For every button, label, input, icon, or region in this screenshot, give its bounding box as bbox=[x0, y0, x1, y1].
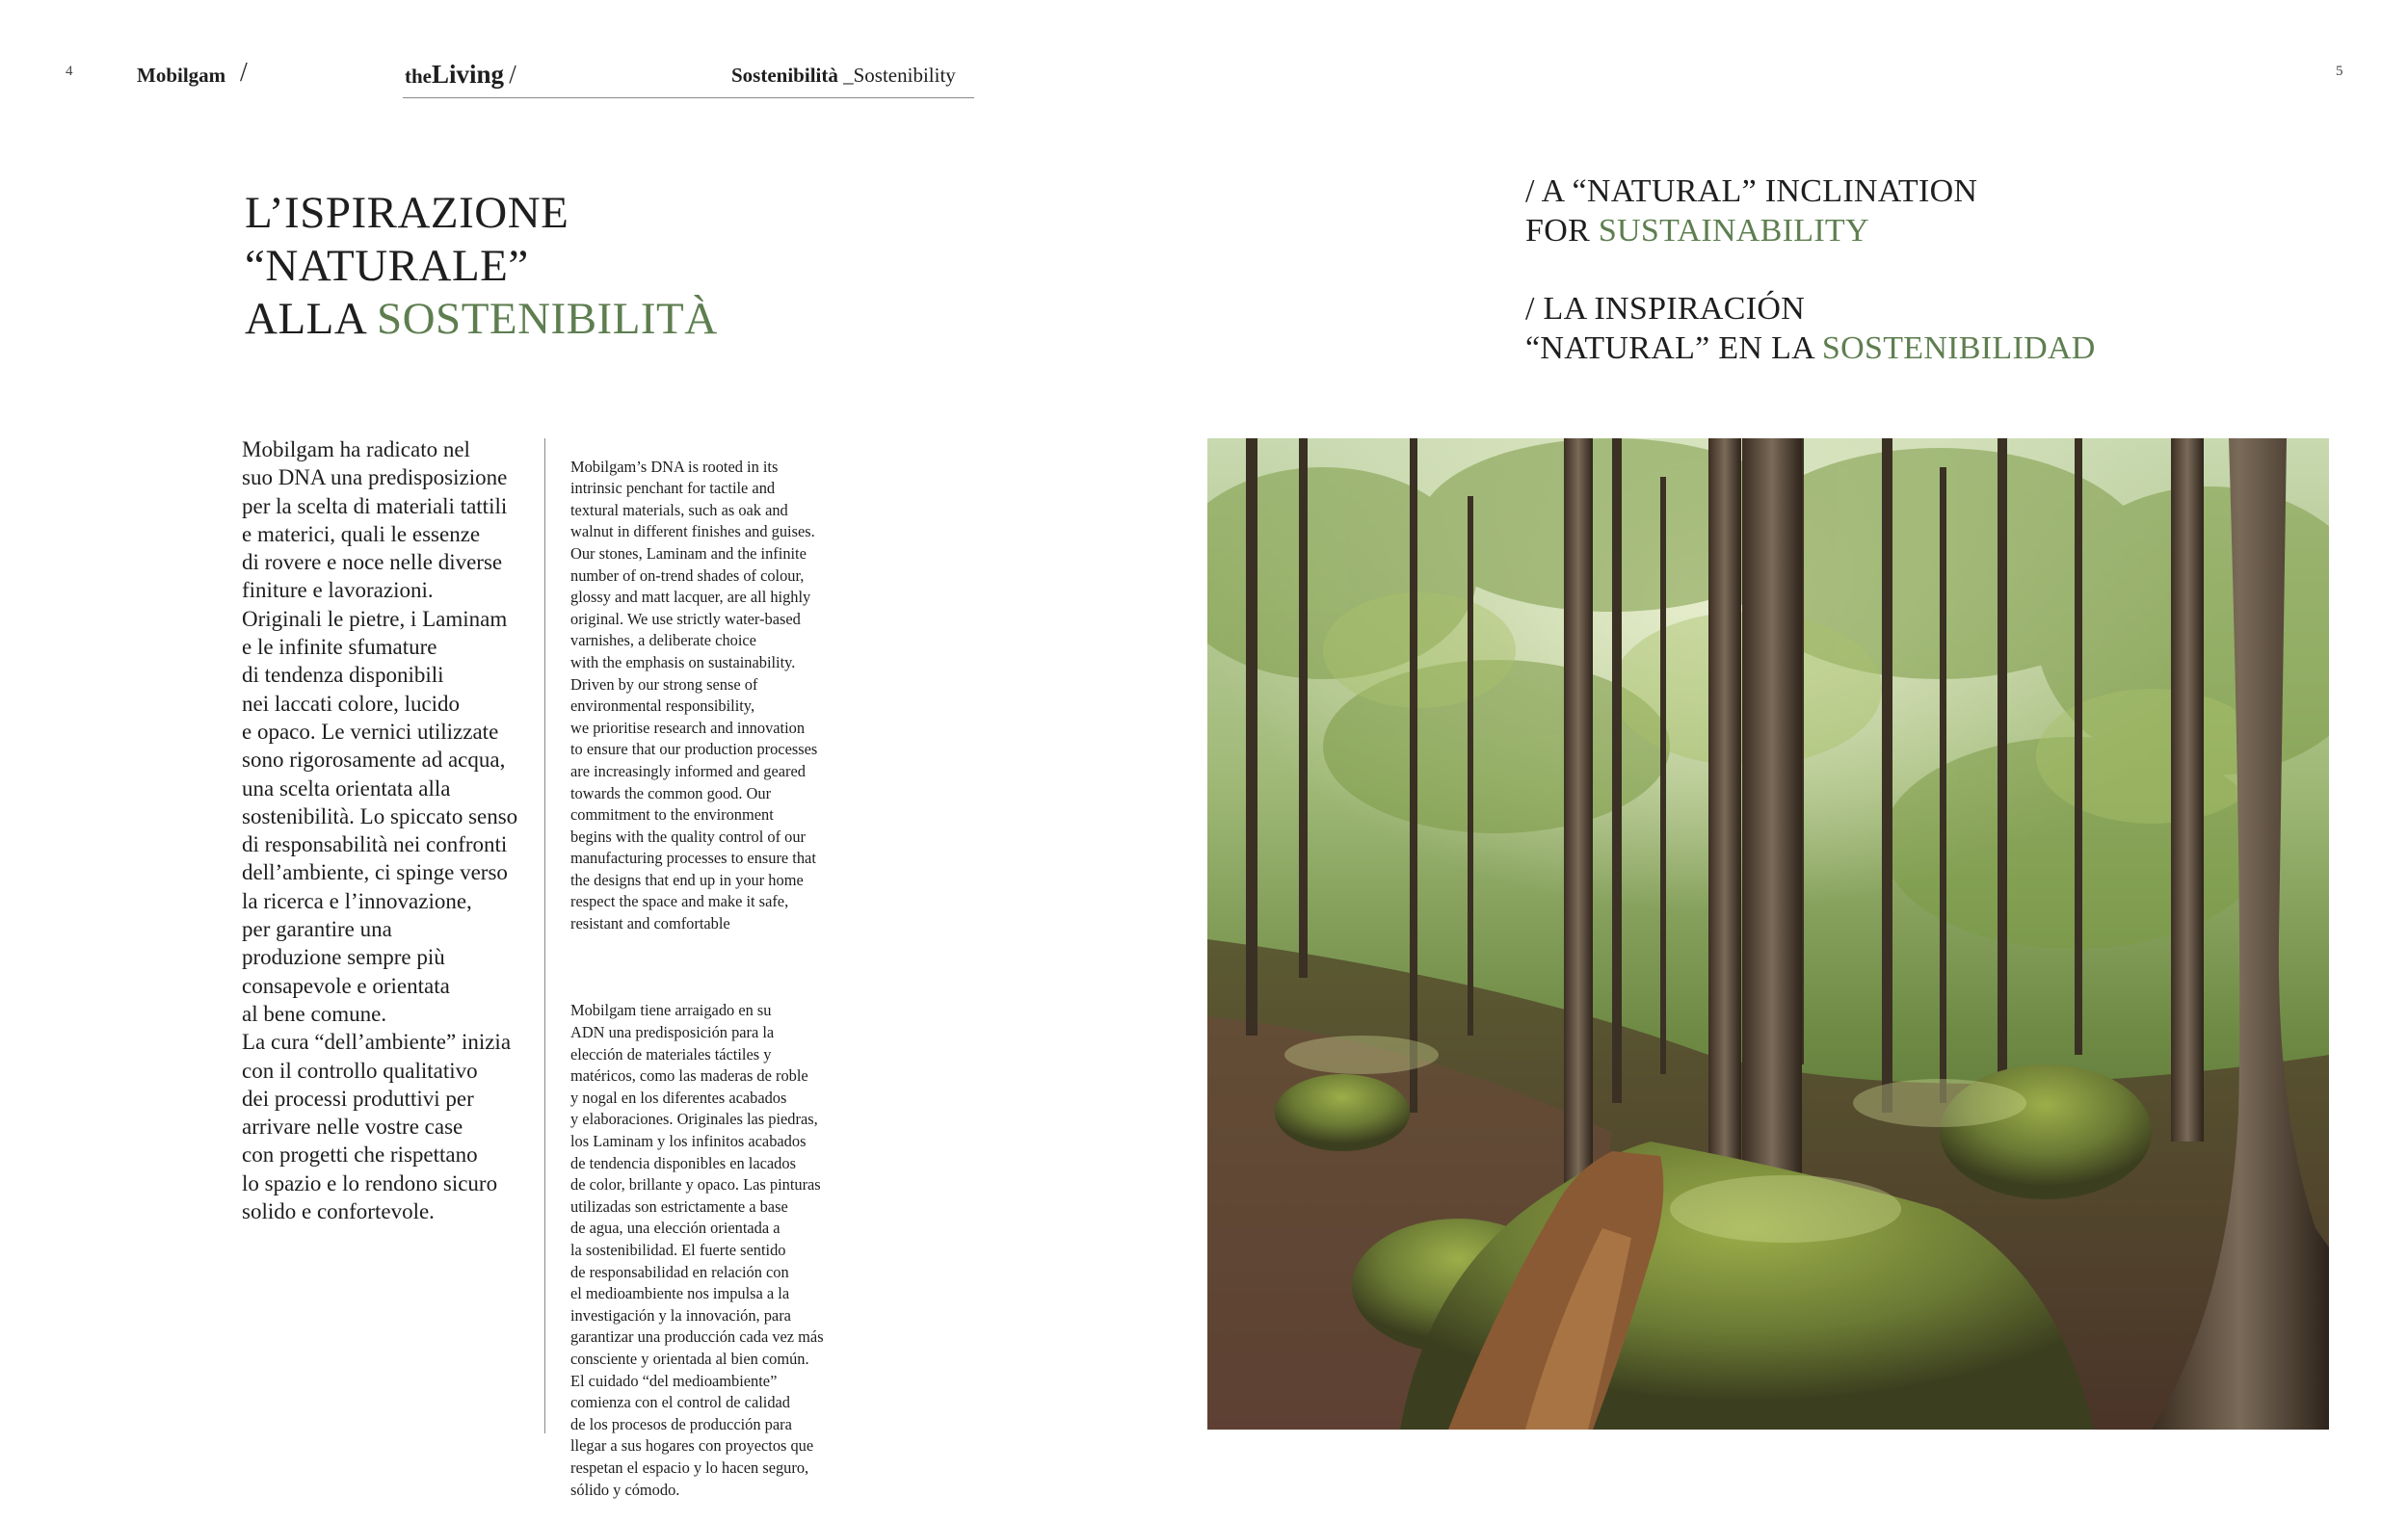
title-es-line1: / LA INSPIRACIÓN bbox=[1525, 291, 1806, 327]
title-en-accent: SUSTAINABILITY bbox=[1598, 213, 1869, 249]
header-brand: Mobilgam bbox=[137, 64, 226, 87]
title-es-accent: SOSTENIBILIDAD bbox=[1821, 330, 2096, 366]
body-text-en-es bbox=[570, 434, 869, 1523]
title-it-line3-plain: ALLA bbox=[245, 294, 377, 344]
title-it-accent: SOSTENIBILITÀ bbox=[376, 294, 718, 344]
body-text-italian: Mobilgam ha radicato nel suo DNA una predisposizione per la scelta di materiali tattili e materici, quali le essenze di rovere e noce nelle diverse finiture e lavorazioni. Originali le pietre, i Laminam e le infinite sfumature di tendenza disponibili nei laccati colore, lucido e opaco. Le vernici utilizzate sono rigorosamente ad acqua, una scelta orientata alla sostenibilità. Lo spiccato senso di responsabilità nei confronti dell’ambiente, ci spinge verso la ricerca e l’innovazione, per garantire una produzione sempre più consapevole e orientata al bene comune. La cura “dell’ambiente” inizia con il controllo qualitativo dei processi produttivi per arrivare nelle vostre case con progetti che rispettano lo spazio e lo rendono sicuro solido e confortevole. bbox=[242, 437, 518, 1224]
title-it-line3 bbox=[245, 293, 718, 346]
title-it-line1: L’ISPIRAZIONE bbox=[245, 188, 569, 238]
header-section bbox=[731, 64, 956, 88]
column-divider bbox=[544, 438, 545, 1433]
page-number-left: 4 bbox=[66, 64, 73, 79]
header-brand-slash: / bbox=[240, 58, 248, 88]
header-magazine bbox=[405, 60, 516, 90]
header-section-en: _Sostenibility bbox=[843, 64, 956, 87]
title-en-line2 bbox=[1525, 211, 2096, 250]
body-text-spanish: Mobilgam tiene arraigado en su ADN una predisposición para la elección de materiales táctiles y matéricos, como las maderas de roble y nogal en los diferentes acabados y elaboraciones. Originales las piedras, los Laminam y los infinitos acabados de tendencia disponibles en lacados de color, brillante y opaco. Las pinturas utilizadas son estrictamente a base de agua, una elección orientada a la sostenibilidad. El fuerte sentido de responsabilidad en relación con el medioambiente nos impulsa a la investigación y la innovación, para garantizar una producción cada vez más consciente y orientada al bien común. El cuidado “del medioambiente” comienza con el control de calidad de los procesos de producción para llegar a sus hogares con proyectos que respetan el espacio y lo hacen seguro, sólido y cómodo. bbox=[570, 1001, 824, 1499]
header-section-it: Sostenibilità bbox=[731, 64, 838, 87]
page-number-right: 5 bbox=[2336, 64, 2343, 79]
header-magazine-prefix: the bbox=[405, 65, 432, 88]
forest-photo bbox=[1207, 438, 2329, 1430]
title-en-line2-plain: FOR bbox=[1525, 213, 1599, 249]
header-magazine-name: Living bbox=[432, 60, 505, 89]
title-italian bbox=[245, 187, 718, 346]
title-es-line2-plain: “NATURAL” EN LA bbox=[1525, 330, 1822, 366]
header-magazine-slash: / bbox=[509, 60, 516, 89]
title-es-line2 bbox=[1525, 328, 2096, 368]
title-english-spanish bbox=[1525, 171, 2096, 368]
header-rule bbox=[403, 97, 974, 98]
title-en-line1: / A “NATURAL” INCLINATION bbox=[1525, 173, 1978, 209]
title-it-line2: “NATURALE” bbox=[245, 241, 529, 291]
body-text-english: Mobilgam’s DNA is rooted in its intrinsic penchant for tactile and textural materials, such as oak and walnut in different finishes and guises. Our stones, Laminam and the infinite number of on-trend shades of colour, glossy and matt lacquer, are all highly original. We use strictly water-based varnishes, a deliberate choice with the emphasis on sustainability. Driven by our strong sense of environmental responsibility, we prioritise research and innovation to ensure that our production processes are increasingly informed and geared towards the common good. Our commitment to the environment begins with the quality control of our manufacturing processes to ensure that the designs that end up in your home respect the space and make it safe, resistant and comfortable bbox=[570, 457, 818, 933]
